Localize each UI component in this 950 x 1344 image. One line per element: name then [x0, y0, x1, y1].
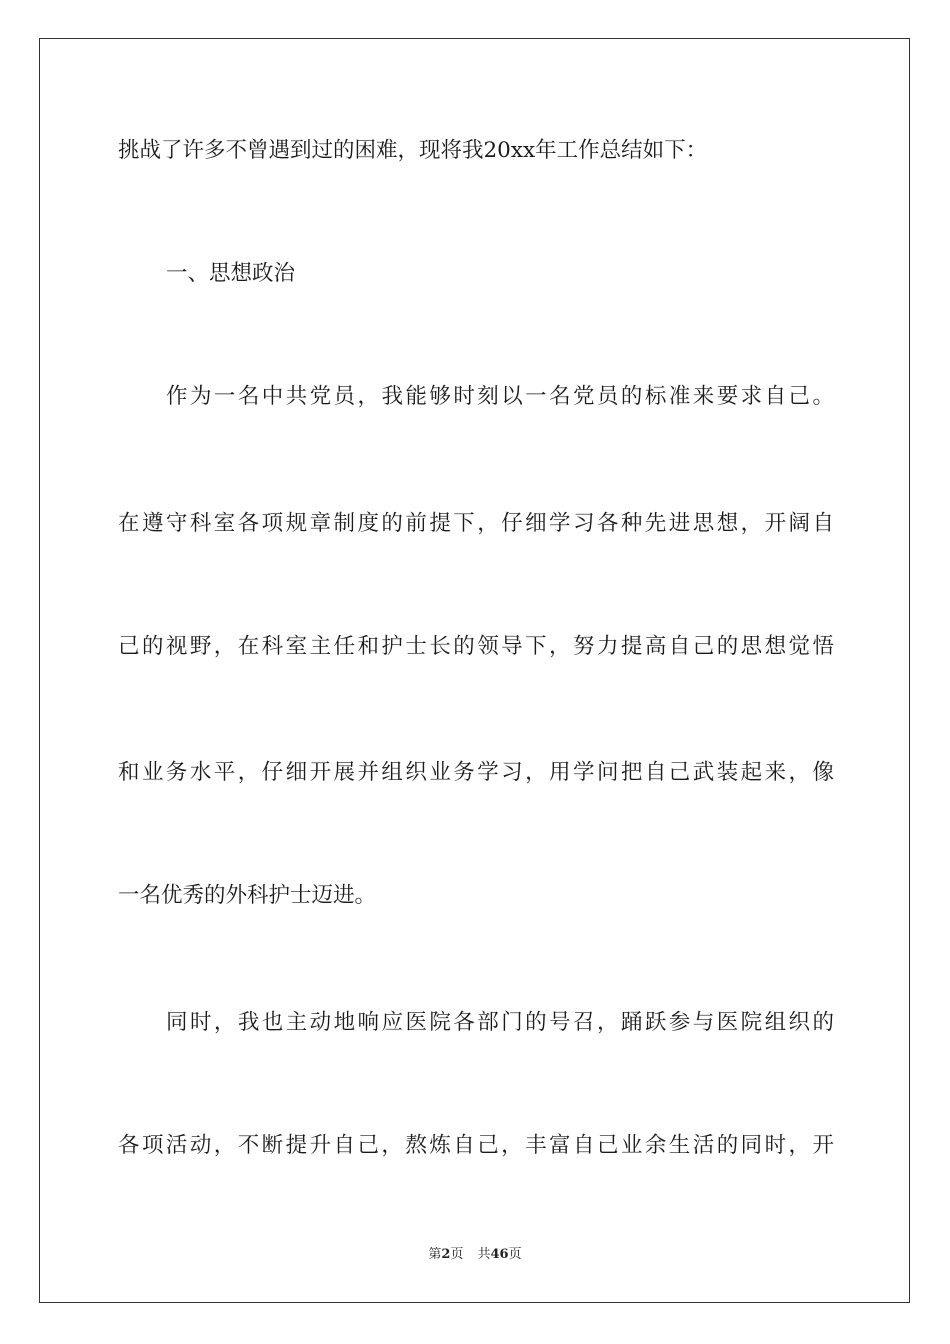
footer-page-prefix: 第 — [428, 1247, 442, 1262]
body-text-line-7: 一名优秀的外科护士迈进。 — [118, 883, 377, 908]
page-border — [39, 38, 910, 1303]
footer-page-number: 2 — [441, 1247, 451, 1262]
body-text-line-8: 同时，我也主动地响应医院各部门的号召，踊跃参与医院组织的 — [166, 1010, 834, 1035]
footer-total-prefix: 共 — [477, 1247, 491, 1262]
page-footer — [0, 1246, 950, 1264]
footer-total-suffix: 页 — [508, 1247, 522, 1262]
section-heading: 一、思想政治 — [166, 261, 296, 286]
footer-page-suffix: 页 — [450, 1247, 464, 1262]
body-text-line-6: 和业务水平，仔细开展并组织业务学习，用学问把自己武装起来，像 — [118, 760, 834, 785]
body-text-line-9: 各项活动，不断提升自己，熬炼自己，丰富自己业余生活的同时，开 — [118, 1133, 834, 1158]
footer-total-pages: 46 — [490, 1247, 509, 1262]
body-text-line-3: 作为一名中共党员，我能够时刻以一名党员的标准来要求自己。 — [166, 384, 834, 409]
body-text-line-1: 挑战了许多不曾遇到过的困难，现将我20xx年工作总结如下： — [118, 138, 708, 163]
body-text-line-5: 己的视野，在科室主任和护士长的领导下，努力提高自己的思想觉悟 — [118, 634, 834, 659]
body-text-line-4: 在遵守科室各项规章制度的前提下，仔细学习各种先进思想，开阔自 — [118, 511, 834, 536]
